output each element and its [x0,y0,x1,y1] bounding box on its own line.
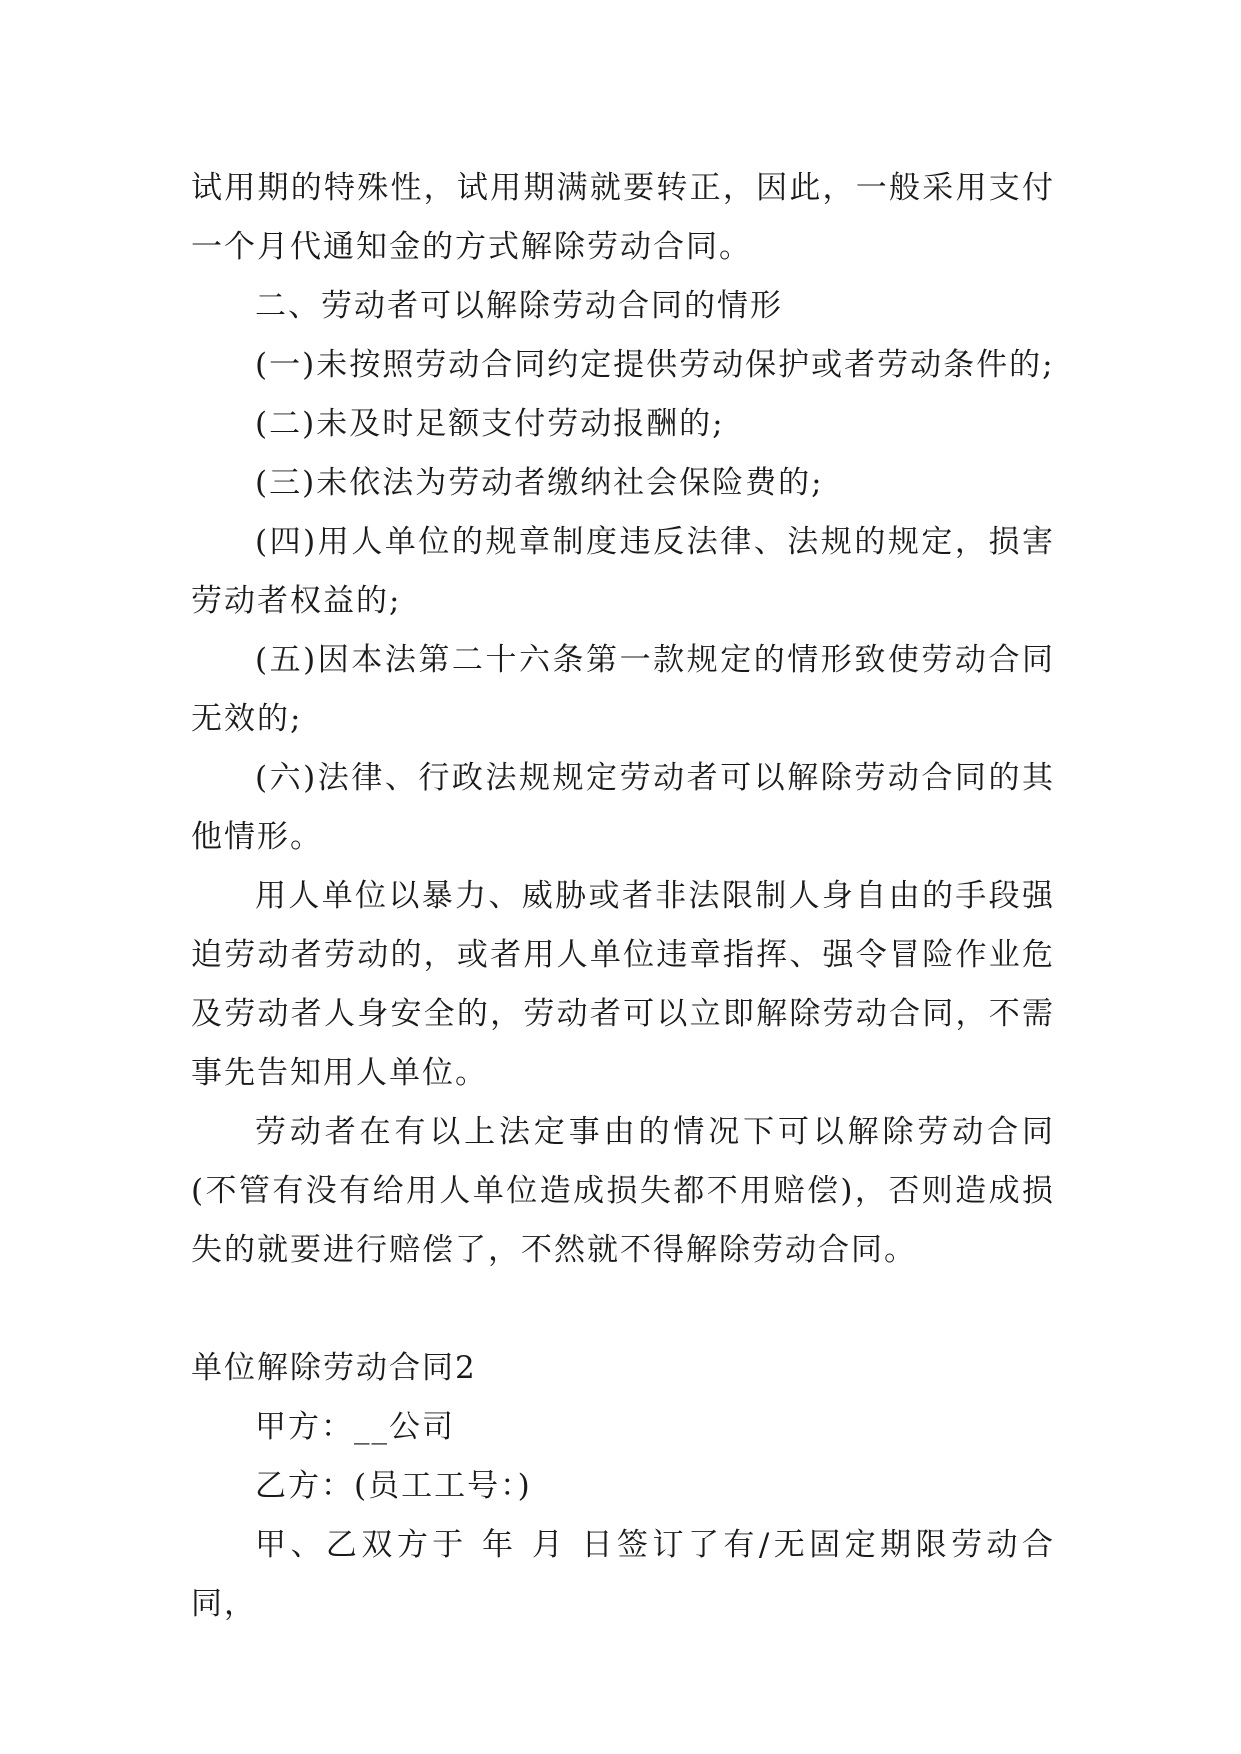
document-body [191,159,1055,1634]
contract-signing-line: 甲、乙双方于 年 月 日签订了有/无固定期限劳动合同， [191,1527,1055,1622]
paragraph-probation-continuation: 试用期的特殊性，试用期满就要转正，因此，一般采用支付一个月代通知金的方式解除劳动合同。 [191,170,1055,265]
clause-5: (五)因本法第二十六条第一款规定的情形致使劳动合同无效的; [191,642,1055,737]
clause-6: (六)法律、行政法规规定劳动者可以解除劳动合同的其他情形。 [191,760,1055,855]
section-title: 单位解除劳动合同2 [191,1350,477,1386]
paragraph-compensation: 劳动者在有以上法定事由的情况下可以解除劳动合同(不管有没有给用人单位造成损失都不用赔偿)，否则造成损失的就要进行赔偿了，不然就不得解除劳动合同。 [191,1114,1055,1268]
clause-4: (四)用人单位的规章制度违反法律、法规的规定，损害劳动者权益的; [191,524,1055,619]
party-a-line: 甲方：__公司 [255,1409,455,1445]
clause-3: (三)未依法为劳动者缴纳社会保险费的; [255,465,824,501]
clause-2: (二)未及时足额支付劳动报酬的; [255,406,725,442]
party-b-line: 乙方：(员工工号：) [255,1468,532,1504]
clause-1: (一)未按照劳动合同约定提供劳动保护或者劳动条件的; [255,347,1055,383]
heading-employee-termination-cases: 二、劳动者可以解除劳动合同的情形 [255,288,783,324]
paragraph-immediate-termination: 用人单位以暴力、威胁或者非法限制人身自由的手段强迫劳动者劳动的，或者用人单位违章指挥、强令冒险作业危及劳动者人身安全的，劳动者可以立即解除劳动合同，不需事先告知用人单位。 [191,878,1055,1091]
